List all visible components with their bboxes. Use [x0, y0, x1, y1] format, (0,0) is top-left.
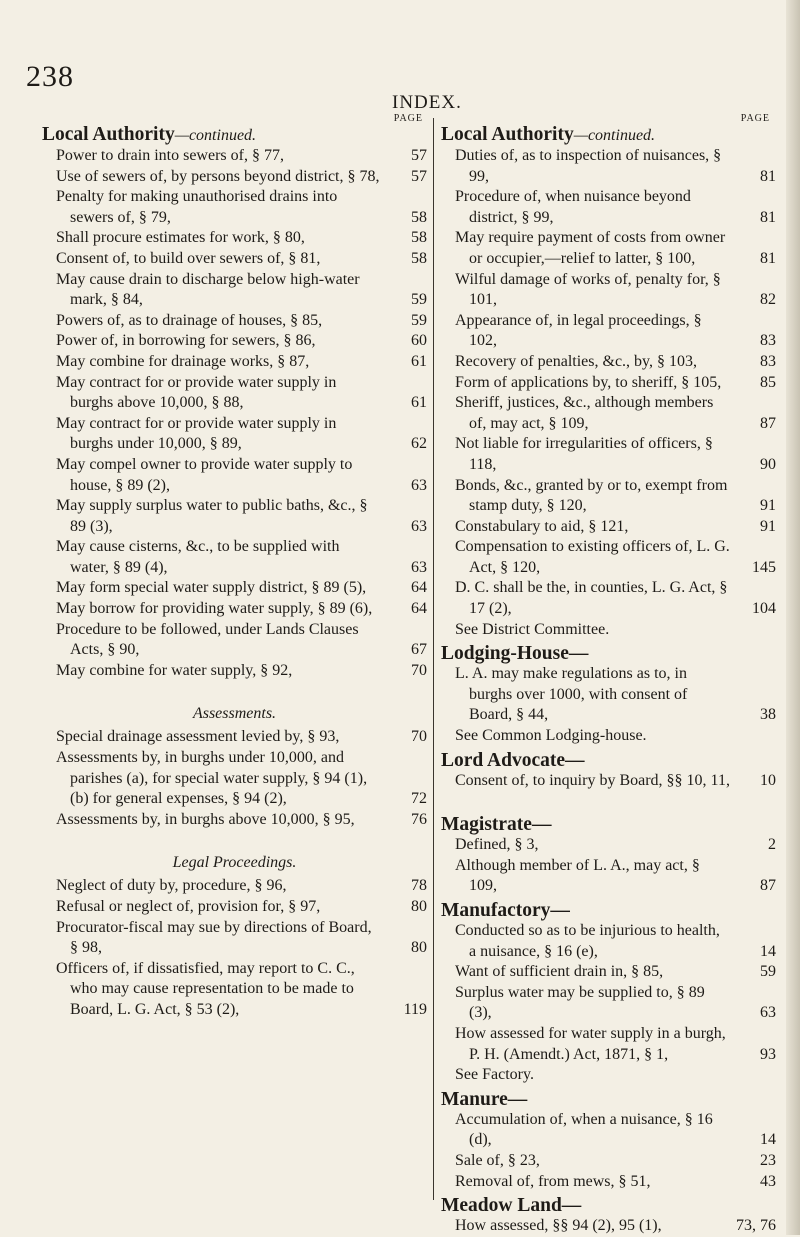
entry-text: Form of applications by, to sheriff, § 105, — [455, 373, 722, 391]
index-entry — [42, 897, 427, 918]
entry-page: 91 — [760, 517, 776, 535]
entry-page: 80 — [411, 898, 427, 915]
index-entry — [441, 664, 776, 726]
entry-text: See District Committee. — [455, 620, 610, 638]
entry-text: Shall procure estimates for work, § 80, — [56, 229, 305, 247]
index-entry — [441, 373, 776, 394]
entry-heading: Lord Advocate— — [441, 749, 585, 771]
entry-page: 78 — [411, 877, 427, 895]
section-heading: Legal Proceedings. — [172, 854, 297, 872]
entry-page: 83 — [760, 352, 776, 370]
entry-page: 43 — [760, 1172, 776, 1190]
entry-text: Compensation to existing officers of, L. G. Act, § 120, — [455, 538, 730, 576]
entry-page: 62 — [411, 435, 427, 453]
entry-page: 38 — [760, 706, 776, 724]
entry-text: May combine for drainage works, § 87, — [56, 352, 310, 370]
index-entries — [441, 146, 776, 640]
entry-text: Sheriff, justices, &c., although members of, may act, § 109, — [455, 394, 714, 432]
entry-text: Removal of, from mews, § 51, — [455, 1172, 651, 1190]
page-number: 238 — [26, 60, 74, 93]
entry-page: 83 — [760, 332, 776, 350]
index-entry — [42, 496, 427, 537]
entry-text: Conducted so as to be injurious to health, a nuisance, § 16 (e), — [455, 922, 720, 960]
index-entry — [42, 146, 427, 167]
entry-text: May contract for or provide water supply in burghs under 10,000, § 89, — [56, 414, 337, 453]
entry-page: 60 — [411, 332, 427, 350]
index-entry — [441, 352, 776, 373]
entry-text: Although member of L. A., may act, § 109, — [455, 856, 700, 895]
index-entries — [42, 146, 427, 681]
entry-page: 81 — [760, 167, 776, 185]
index-entry — [42, 373, 427, 414]
index-entries — [441, 921, 776, 1086]
index-entry — [441, 983, 776, 1024]
entry-text: See Common Lodging-house. — [455, 727, 647, 745]
index-entries — [441, 1216, 776, 1237]
heading-suffix: —continued. — [573, 127, 656, 144]
index-entry — [441, 146, 776, 187]
index-entry — [441, 393, 776, 434]
page-column-heading: PAGE — [740, 113, 770, 124]
entry-text: Officers of, if dissatisfied, may report to C. C., who may cause representation to be made to Board, L. G. Act, § 53 (2), — [56, 959, 355, 1018]
index-entry — [441, 476, 776, 517]
entry-text: See Factory. — [455, 1066, 534, 1084]
right-column — [441, 113, 776, 1237]
column-divider — [433, 118, 434, 1200]
entry-page: 64 — [411, 579, 427, 597]
entry-page: 58 — [411, 229, 427, 247]
entry-page: 85 — [760, 373, 776, 391]
entry-text: Surplus water may be supplied to, § 89 (3), — [455, 983, 705, 1022]
entry-page: 81 — [760, 249, 776, 267]
entry-text: May cause cisterns, &c., to be supplied with water, § 89 (4), — [56, 538, 340, 576]
index-entry — [441, 537, 776, 578]
index-entries — [441, 664, 776, 746]
index-entry — [441, 962, 776, 983]
entry-heading: Manure— — [441, 1088, 528, 1110]
entry-text: Want of sufficient drain in, § 85, — [455, 963, 664, 981]
index-entry — [441, 1065, 776, 1086]
entry-page: 61 — [411, 394, 427, 412]
entry-page: 63 — [760, 1004, 776, 1022]
entry-page: 63 — [411, 517, 427, 535]
index-entry — [441, 311, 776, 352]
entry-page: 63 — [411, 558, 427, 576]
index-entry — [441, 726, 776, 747]
entry-text: Not liable for irregularities of officers, § 118, — [455, 435, 713, 473]
entry-text: Sale of, § 23, — [455, 1151, 540, 1169]
index-entry — [42, 661, 427, 682]
running-head: INDEX. — [392, 92, 462, 113]
entry-heading: Lodging-House— — [441, 643, 589, 665]
entry-heading: Magistrate— — [441, 814, 552, 836]
index-entries — [42, 876, 427, 1020]
heading-suffix: —continued. — [174, 127, 257, 144]
index-entry — [42, 810, 427, 831]
entry-page: 59 — [411, 311, 427, 329]
entry-page: 82 — [760, 291, 776, 309]
index-entry — [441, 771, 776, 792]
heading-text: Local Authority — [441, 124, 574, 145]
entry-page: 57 — [411, 167, 427, 185]
entry-text: Procedure of, when nuisance beyond district, § 99, — [455, 188, 691, 226]
entry-text: May require payment of costs from owner or occupier,—relief to latter, § 100, — [455, 229, 726, 267]
entry-page: 14 — [760, 942, 776, 960]
entry-text: How assessed for water supply in a burgh, P. H. (Amendt.) Act, 1871, § 1, — [455, 1024, 726, 1063]
index-entry — [441, 270, 776, 311]
entry-page: 64 — [411, 600, 427, 618]
entry-page: 70 — [411, 661, 427, 679]
index-entry — [441, 835, 776, 856]
entry-text: D. C. shall be the, in counties, L. G. Act, § 17 (2), — [455, 579, 728, 618]
index-entries — [441, 1110, 776, 1192]
entry-text: May cause drain to discharge below high-water mark, § 84, — [56, 270, 360, 309]
entry-text: Assessments by, in burghs above 10,000, § 95, — [56, 810, 355, 828]
index-entry — [42, 620, 427, 661]
entry-heading — [441, 125, 776, 146]
page-edge — [786, 0, 800, 1235]
index-entry — [441, 921, 776, 962]
entry-text: Recovery of penalties, &c., by, § 103, — [455, 352, 698, 370]
index-entry — [42, 414, 427, 455]
index-entry — [441, 620, 776, 641]
section-heading: Assessments. — [192, 705, 277, 723]
index-entries — [441, 835, 776, 897]
entry-text: May combine for water supply, § 92, — [56, 661, 293, 679]
entry-page: 58 — [411, 249, 427, 267]
index-entry — [42, 727, 427, 748]
entry-text: Defined, § 3, — [455, 836, 539, 854]
entry-text: May borrow for providing water supply, § 89 (6), — [56, 600, 373, 618]
entry-text: Neglect of duty by, procedure, § 96, — [56, 877, 287, 895]
entry-text: Appearance of, in legal proceedings, § 102, — [455, 311, 702, 350]
index-entry — [42, 228, 427, 249]
index-entry — [441, 1024, 776, 1065]
index-entry — [42, 270, 427, 311]
entry-page: 76 — [411, 810, 427, 828]
entry-heading: Manufactory— — [441, 900, 570, 921]
entry-page: 59 — [411, 291, 427, 309]
entry-text: Procedure to be followed, under Lands Clauses Acts, § 90, — [56, 620, 359, 659]
index-entry — [441, 1172, 776, 1193]
entry-text: Constabulary to aid, § 121, — [455, 517, 629, 535]
entry-page: 2 — [768, 836, 776, 854]
entry-page: 87 — [760, 414, 776, 432]
index-entries — [441, 771, 776, 792]
entry-page: 80 — [411, 939, 427, 957]
entry-text: L. A. may make regulations as to, in burghs over 1000, with consent of Board, § 44, — [455, 665, 688, 724]
index-entry — [441, 856, 776, 897]
entry-page: 119 — [403, 1000, 427, 1018]
entry-text: Accumulation of, when a nuisance, § 16 (d), — [455, 1110, 713, 1149]
entry-text: May contract for or provide water supply in burghs above 10,000, § 88, — [56, 373, 337, 412]
heading-text: Local Authority — [42, 124, 175, 145]
entry-text: Duties of, as to inspection of nuisances, § 99, — [455, 147, 722, 185]
entry-page: 73, 76 — [736, 1217, 776, 1235]
index-entry — [42, 959, 427, 1021]
entry-page: 87 — [760, 877, 776, 895]
index-entry — [42, 455, 427, 496]
index-entry — [441, 187, 776, 228]
entry-page: 91 — [760, 497, 776, 515]
entry-page: 67 — [411, 641, 427, 659]
index-entry — [42, 352, 427, 373]
entry-text: Power of, in borrowing for sewers, § 86, — [56, 332, 316, 350]
index-entry — [42, 578, 427, 599]
index-entry — [441, 228, 776, 269]
entry-text: May supply surplus water to public baths, &c., § 89 (3), — [56, 497, 368, 535]
entry-page: 57 — [411, 147, 427, 164]
index-entry — [42, 748, 427, 810]
index-entry — [42, 599, 427, 620]
entry-text: Assessments by, in burghs under 10,000, and parishes (a), for special water supply, § 94 (1), (b) for general expenses, § 94 (2), — [56, 749, 368, 808]
entry-page: 10 — [760, 771, 776, 789]
entry-text: Bonds, &c., granted by or to, exempt from stamp duty, § 120, — [455, 476, 728, 515]
entry-page: 23 — [760, 1151, 776, 1169]
entry-text: Special drainage assessment levied by, § 93, — [56, 728, 340, 746]
entry-page: 72 — [411, 790, 427, 808]
entry-text: How assessed, §§ 94 (2), 95 (1), — [455, 1217, 662, 1235]
entry-text: Powers of, as to drainage of houses, § 85, — [56, 311, 323, 329]
entry-page: 59 — [760, 963, 776, 981]
index-entry — [441, 434, 776, 475]
index-entry — [441, 1151, 776, 1172]
left-column — [42, 113, 427, 1021]
entry-page: 58 — [411, 208, 427, 226]
page-column-heading: PAGE — [393, 113, 423, 124]
index-entry — [42, 537, 427, 578]
entry-page: 90 — [760, 455, 776, 473]
index-entry — [441, 578, 776, 619]
entry-text: May form special water supply district, § 89 (5), — [56, 579, 367, 597]
index-entries — [42, 727, 427, 830]
index-entry — [42, 311, 427, 332]
index-entry — [42, 331, 427, 352]
entry-page: 93 — [760, 1045, 776, 1063]
entry-text: Refusal or neglect of, provision for, § 97, — [56, 898, 321, 915]
index-entry — [42, 187, 427, 228]
entry-heading — [42, 125, 427, 146]
entry-page: 104 — [752, 600, 776, 618]
index-entry — [42, 249, 427, 270]
index-entry — [441, 517, 776, 538]
entry-page: 70 — [411, 728, 427, 746]
entry-text: Power to drain into sewers of, § 77, — [56, 147, 284, 164]
entry-heading: Meadow Land— — [441, 1195, 582, 1217]
entry-text: Procurator-fiscal may sue by directions of Board, § 98, — [56, 918, 372, 957]
index-entry — [441, 1110, 776, 1151]
entry-text: Use of sewers of, by persons beyond district, § 78, — [56, 167, 380, 185]
entry-text: Wilful damage of works of, penalty for, § 101, — [455, 270, 721, 309]
entry-page: 14 — [760, 1131, 776, 1149]
entry-text: May compel owner to provide water supply to house, § 89 (2), — [56, 455, 353, 494]
entry-page: 81 — [760, 208, 776, 226]
index-entry — [42, 167, 427, 188]
index-entry — [441, 1216, 776, 1237]
index-entry — [42, 876, 427, 897]
index-entry — [42, 918, 427, 959]
entry-page: 63 — [411, 476, 427, 494]
entry-page: 61 — [411, 352, 427, 370]
entry-page: 145 — [752, 558, 776, 576]
entry-text: Penalty for making unauthorised drains into sewers of, § 79, — [56, 188, 338, 226]
entry-text: Consent of, to inquiry by Board, §§ 10, 11, — [455, 771, 730, 789]
entry-text: Consent of, to build over sewers of, § 81, — [56, 249, 321, 267]
